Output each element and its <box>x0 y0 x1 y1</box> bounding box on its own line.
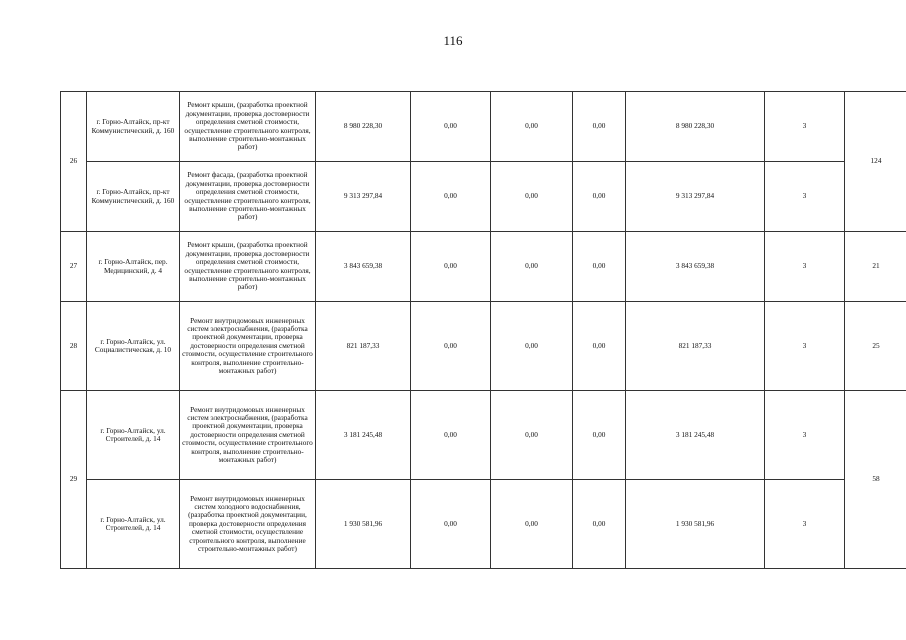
value-cell: 0,00 <box>573 92 626 162</box>
score-cell: 3 <box>765 232 845 302</box>
address-cell: г. Горно-Алтайск, пр-кт Коммунистический, д. 160 <box>87 92 180 162</box>
value-cell: 0,00 <box>411 391 491 480</box>
total-cost-cell: 821 187,33 <box>316 302 411 391</box>
row-number: 27 <box>61 232 87 302</box>
address-cell: г. Горно-Алтайск, ул. Строителей, д. 14 <box>87 391 180 480</box>
address-cell: г. Горно-Алтайск, пер. Медицинский, д. 4 <box>87 232 180 302</box>
value-cell: 0,00 <box>573 391 626 480</box>
score-cell: 3 <box>765 302 845 391</box>
value-cell: 0,00 <box>491 480 573 569</box>
work-type-cell: Ремонт фасада, (разработка проектной документации, проверка достоверности определения сметной стоимости, осуществление строительного контроля, выполнение строительно-монтажных работ) <box>180 162 316 232</box>
value-cell: 0,00 <box>411 92 491 162</box>
rank-cell: 58 <box>845 391 906 569</box>
address-cell: г. Горно-Алтайск, ул. Строителей, д. 14 <box>87 480 180 569</box>
row-number: 29 <box>61 391 87 569</box>
value-cell: 0,00 <box>491 232 573 302</box>
score-cell: 3 <box>765 92 845 162</box>
repair-schedule-table <box>60 91 906 569</box>
fund-cost-cell: 8 980 228,30 <box>626 92 765 162</box>
address-cell: г. Горно-Алтайск, ул. Социалистическая, д. 10 <box>87 302 180 391</box>
total-cost-cell: 3 181 245,48 <box>316 391 411 480</box>
work-type-cell: Ремонт крыши, (разработка проектной документации, проверка достоверности определения сметной стоимости, осуществление строительного контроля, выполнение строительно-монтажных работ) <box>180 92 316 162</box>
value-cell: 0,00 <box>573 232 626 302</box>
value-cell: 0,00 <box>491 92 573 162</box>
value-cell: 0,00 <box>573 480 626 569</box>
table-row <box>61 162 906 232</box>
value-cell: 0,00 <box>573 162 626 232</box>
rank-cell: 124 <box>845 92 906 232</box>
fund-cost-cell: 3 843 659,38 <box>626 232 765 302</box>
page-number: 116 <box>443 33 463 48</box>
score-cell: 3 <box>765 480 845 569</box>
table-row <box>61 480 906 569</box>
work-type-cell: Ремонт крыши, (разработка проектной документации, проверка достоверности определения сметной стоимости, осуществление строительного контроля, выполнение строительно-монтажных работ) <box>180 232 316 302</box>
row-number: 28 <box>61 302 87 391</box>
value-cell: 0,00 <box>573 302 626 391</box>
row-number: 26 <box>61 92 87 232</box>
value-cell: 0,00 <box>491 391 573 480</box>
value-cell: 0,00 <box>411 302 491 391</box>
fund-cost-cell: 821 187,33 <box>626 302 765 391</box>
table-row <box>61 232 906 302</box>
fund-cost-cell: 3 181 245,48 <box>626 391 765 480</box>
score-cell: 3 <box>765 162 845 232</box>
score-cell: 3 <box>765 391 845 480</box>
value-cell: 0,00 <box>411 480 491 569</box>
fund-cost-cell: 1 930 581,96 <box>626 480 765 569</box>
value-cell: 0,00 <box>411 232 491 302</box>
value-cell: 0,00 <box>411 162 491 232</box>
work-type-cell: Ремонт внутридомовых инженерных систем холодного водоснабжения, (разработка проектной документации, проверка достоверности определения сметной стоимости, осуществление строительного контроля, выполнение строительно-монтажных работ) <box>180 480 316 569</box>
total-cost-cell: 3 843 659,38 <box>316 232 411 302</box>
table-row <box>61 92 906 162</box>
value-cell: 0,00 <box>491 302 573 391</box>
rank-cell: 21 <box>845 232 906 302</box>
work-type-cell: Ремонт внутридомовых инженерных систем электроснабжения, (разработка проектной документации, проверка достоверности определения сметной стоимости, осуществление строительного контроля, выполнение строительно-монтажных работ) <box>180 391 316 480</box>
address-cell: г. Горно-Алтайск, пр-кт Коммунистический, д. 160 <box>87 162 180 232</box>
table-row <box>61 302 906 391</box>
total-cost-cell: 1 930 581,96 <box>316 480 411 569</box>
rank-cell: 25 <box>845 302 906 391</box>
table-row <box>61 391 906 480</box>
work-type-cell: Ремонт внутридомовых инженерных систем электроснабжения, (разработка проектной документации, проверка достоверности определения сметной стоимости, осуществление строительного контроля, выполнение строительно-монтажных работ) <box>180 302 316 391</box>
fund-cost-cell: 9 313 297,84 <box>626 162 765 232</box>
total-cost-cell: 8 980 228,30 <box>316 92 411 162</box>
value-cell: 0,00 <box>491 162 573 232</box>
total-cost-cell: 9 313 297,84 <box>316 162 411 232</box>
